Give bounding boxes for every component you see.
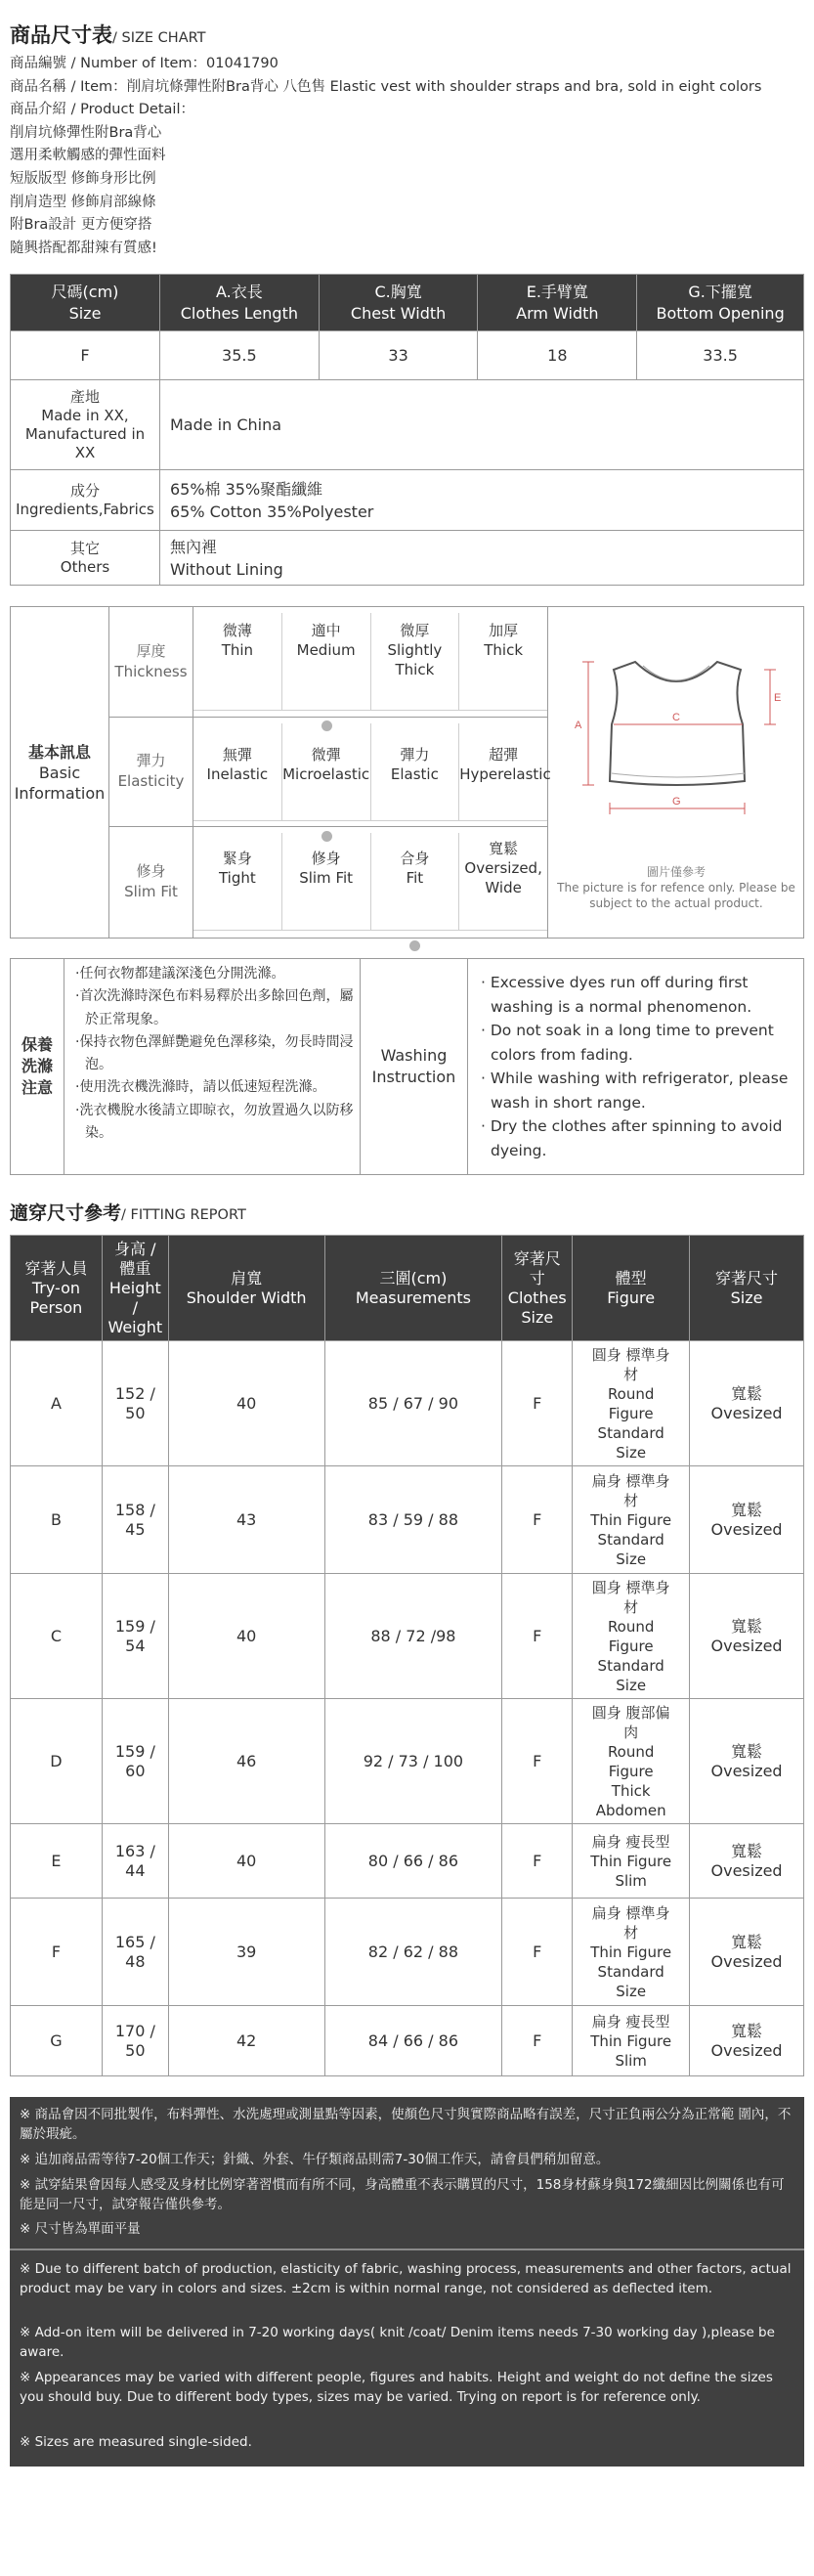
fit-cell: 寬鬆 Ovesized: [690, 2006, 804, 2076]
header-shoulder: 肩寬 Shoulder Width: [168, 1236, 324, 1341]
shoulder-cell: 40: [168, 1341, 324, 1466]
detail-line: 削肩造型 修飾肩部線條: [10, 194, 156, 210]
note-en: ※ Add-on item will be delivered in 7-20 working days( knit /coat/ Denim items needs 7-30 working day ),please be aware.: [20, 2325, 775, 2360]
header-length: A.衣長 Clothes Length: [159, 275, 319, 331]
header-person: 穿著人員 Try-on Person: [11, 1236, 103, 1341]
washing-zh-line: ·任何衣物都建議深淺色分開洗滌。: [75, 966, 285, 982]
clothes-size-cell: F: [502, 1899, 573, 2006]
chest-value: 33: [319, 331, 478, 380]
figure-cell: 扁身 瘦長型 Thin Figure Slim: [573, 1824, 690, 1899]
note-zh: ※ 商品會因不同批製作，布料彈性、水洗處理或測量點等因素，使顏色尺寸與實際商品略有誤差，尺寸正負兩公分為正常範 圍內，不屬於瑕疵。: [20, 2107, 792, 2142]
washing-zh-line: ·使用洗衣機洗滌時，請以低速短程洗滌。: [75, 1079, 326, 1096]
arm-value: 18: [478, 331, 637, 380]
size-value: F: [11, 331, 160, 380]
measurements-cell: 88 / 72 /98: [324, 1574, 502, 1699]
shoulder-cell: 42: [168, 2006, 324, 2076]
detail-line: 選用柔軟觸感的彈性面料: [10, 148, 166, 164]
other-label: 其它 Others: [11, 531, 160, 586]
figure-cell: 扁身 標準身 材 Thin Figure Standard Size: [573, 1899, 690, 2006]
clothes-size-cell: F: [502, 1699, 573, 1824]
fit-cell: 寬鬆 Ovesized: [690, 1574, 804, 1699]
washing-en-text: [469, 959, 804, 1174]
fitting-row: [11, 2006, 804, 2076]
person-cell: G: [11, 2006, 103, 2076]
elasticity-options: [193, 723, 551, 821]
label-e: E: [774, 692, 782, 704]
clothes-size-cell: F: [502, 1824, 573, 1899]
measurements-cell: 82 / 62 / 88: [324, 1899, 502, 2006]
washing-title-zh: 保養 洗滌 注意: [11, 959, 64, 1174]
washing-zh-text: [65, 959, 361, 1174]
fitting-row: [11, 1899, 804, 2006]
size-table: [10, 274, 804, 586]
garment-diagram: [549, 607, 803, 938]
thickness-slightly-thick: 微厚 Slightly Thick: [370, 613, 459, 711]
shoulder-cell: 39: [168, 1899, 324, 2006]
fit-cell: 寬鬆 Ovesized: [690, 1341, 804, 1466]
header-size: 尺碼(cm) Size: [11, 275, 160, 331]
height-weight-cell: 159 / 54: [102, 1574, 168, 1699]
fit-slim: 修身 Slim Fit: [281, 833, 370, 931]
header-figure: 體型 Figure: [573, 1236, 690, 1341]
fit-tight: 緊身 Tight: [193, 833, 281, 931]
other-value: 無內裡 Without Lining: [159, 531, 803, 586]
vest-diagram-icon: [549, 607, 803, 861]
height-weight-cell: 152 / 50: [102, 1341, 168, 1466]
person-cell: C: [11, 1574, 103, 1699]
fit-cell: 寬鬆 Ovesized: [690, 1699, 804, 1824]
label-a: A: [575, 720, 582, 731]
header-clothes-size: 穿著尺 寸 Clothes Size: [502, 1236, 573, 1341]
header-fit-size: 穿著尺寸 Size: [690, 1236, 804, 1341]
person-cell: B: [11, 1466, 103, 1574]
product-detail-label: 商品介紹 / Product Detail：: [10, 102, 194, 118]
item-number: 商品編號 / Number of Item：01041790: [10, 56, 278, 71]
thickness-thin: 微薄 Thin: [193, 613, 281, 711]
header-measurements: 三圍(cm) Measurements: [324, 1236, 502, 1341]
figure-cell: 圓身 腹部偏 肉 Round Figure Thick Abdomen: [573, 1699, 690, 1824]
product-info: [10, 53, 761, 260]
fit-cell: 寬鬆 Ovesized: [690, 1466, 804, 1574]
elasticity-elastic: 彈力 Elastic: [370, 723, 459, 821]
basic-info-panel: [10, 606, 804, 939]
fitting-title: 適穿尺寸參考/ FITTING REPORT: [10, 1202, 246, 1224]
height-weight-cell: 163 / 44: [102, 1824, 168, 1899]
height-weight-cell: 165 / 48: [102, 1899, 168, 2006]
header-bottom: G.下擺寬 Bottom Opening: [637, 275, 804, 331]
elasticity-inelastic: 無彈 Inelastic: [193, 723, 281, 821]
washing-panel: [10, 958, 804, 1175]
measurements-cell: 84 / 66 / 86: [324, 2006, 502, 2076]
attribute-grid: [108, 607, 551, 938]
label-c: C: [672, 712, 680, 723]
detail-line: 削肩坑條彈性附Bra背心: [10, 124, 162, 141]
clothes-size-cell: F: [502, 1466, 573, 1574]
washing-zh-line: ·洗衣機脫水後請立即晾衣，勿放置過久以防移染。: [75, 1102, 354, 1142]
figure-cell: 扁身 瘦長型 Thin Figure Slim: [573, 2006, 690, 2076]
length-value: 35.5: [159, 331, 319, 380]
size-row: [11, 331, 804, 380]
fit-cell: 寬鬆 Ovesized: [690, 1824, 804, 1899]
height-weight-cell: 170 / 50: [102, 2006, 168, 2076]
washing-en-line: · Excessive dyes run off during first washing is a normal phenomenon.: [481, 974, 752, 1016]
fitting-header: [11, 1236, 804, 1341]
height-weight-cell: 159 / 60: [102, 1699, 168, 1824]
person-cell: E: [11, 1824, 103, 1899]
origin-label: 產地 Made in XX, Manufactured in XX: [11, 380, 160, 470]
origin-row: [11, 380, 804, 470]
fabric-label: 成分 Ingredients,Fabrics: [11, 470, 160, 531]
washing-zh-line: ·保持衣物色澤鮮艷避免色澤移染，勿長時間浸泡。: [75, 1033, 354, 1073]
person-cell: D: [11, 1699, 103, 1824]
thickness-options: [193, 613, 547, 711]
note-zh: ※ 試穿結果會因每人感受及身材比例穿著習慣而有所不同，身高體重不表示購買的尺寸，158身材蘇身與172纖細因比例關係也有可能是同一尺寸，試穿報告僅供參考。: [20, 2177, 785, 2212]
note-zh: ※ 尺寸皆為單面平量: [20, 2221, 141, 2237]
fitting-row: [11, 1824, 804, 1899]
notes-panel: [10, 2097, 804, 2467]
thickness-row: [109, 607, 547, 718]
note-zh: ※ 追加商品需等待7-20個工作天；針織、外套、牛仔類商品則需7-30個工作天，請會員們稍加留意。: [20, 2152, 610, 2167]
fitting-table: [10, 1235, 804, 2076]
elasticity-row: [109, 718, 551, 828]
person-cell: F: [11, 1899, 103, 2006]
washing-title-en: Washing Instruction: [361, 959, 468, 1174]
washing-en-line: · Do not soak in a long time to prevent colors from fading.: [481, 1022, 774, 1064]
washing-en-line: · Dry the clothes after spinning to avoid dyeing.: [481, 1117, 783, 1159]
fabric-value: 65%棉 35%聚酯纖維 65% Cotton 35%Polyester: [159, 470, 803, 531]
fabric-row: [11, 470, 804, 531]
shoulder-cell: 46: [168, 1699, 324, 1824]
measurements-cell: 83 / 59 / 88: [324, 1466, 502, 1574]
shoulder-cell: 40: [168, 1574, 324, 1699]
measurements-cell: 80 / 66 / 86: [324, 1824, 502, 1899]
shoulder-cell: 40: [168, 1824, 324, 1899]
note-en: ※ Sizes are measured single-sided.: [20, 2434, 252, 2450]
clothes-size-cell: F: [502, 2006, 573, 2076]
item-name: 商品名稱 / Item：削肩坑條彈性附Bra背心 八色售 Elastic vest with shoulder straps and bra, sold in eight colors: [10, 78, 762, 95]
note-en: ※ Due to different batch of production, elasticity of fabric, washing process, measurements and other factors, actual product may be vary in colors and sizes. ±2cm is within normal range, not considered as deflected item.: [20, 2261, 792, 2296]
header-arm: E.手臂寬 Arm Width: [478, 275, 637, 331]
fit-label: 修身 Slim Fit: [109, 827, 193, 938]
fit-cell: 寬鬆 Ovesized: [690, 1899, 804, 2006]
thickness-thick: 加厚 Thick: [458, 613, 547, 711]
fitting-row: [11, 1466, 804, 1574]
detail-line: 短版版型 修飾身形比例: [10, 170, 156, 187]
elasticity-microelastic: 微彈 Microelastic: [281, 723, 370, 821]
clothes-size-cell: F: [502, 1341, 573, 1466]
measurements-cell: 92 / 73 / 100: [324, 1699, 502, 1824]
fit-oversized: 寬鬆 Oversized, Wide: [458, 833, 547, 931]
fit-fit: 合身 Fit: [370, 833, 459, 931]
header-chest: C.胸寬 Chest Width: [319, 275, 478, 331]
basic-info-title: 基本訊息 Basic Information: [14, 742, 106, 803]
height-weight-cell: 158 / 45: [102, 1466, 168, 1574]
measurements-cell: 85 / 67 / 90: [324, 1341, 502, 1466]
fitting-row: [11, 1574, 804, 1699]
fitting-row: [11, 1699, 804, 1824]
thickness-label: 厚度 Thickness: [109, 607, 193, 717]
fit-row: [109, 827, 547, 938]
label-g: G: [672, 796, 681, 808]
detail-line: 附Bra設計 更方便穿搭: [10, 217, 152, 234]
notes-divider: [10, 2249, 804, 2250]
other-row: [11, 531, 804, 586]
diagram-caption: 圖片僅參考 The picture is for refence only. Please be subject to the actual product.: [557, 865, 795, 910]
figure-cell: 圓身 標準身 材 Round Figure Standard Size: [573, 1341, 690, 1466]
figure-cell: 扁身 標準身 材 Thin Figure Standard Size: [573, 1466, 690, 1574]
shoulder-cell: 43: [168, 1466, 324, 1574]
clothes-size-cell: F: [502, 1574, 573, 1699]
bottom-value: 33.5: [637, 331, 804, 380]
elasticity-label: 彈力 Elasticity: [109, 718, 193, 827]
detail-line: 隨興搭配都甜辣有質感!: [10, 240, 157, 256]
washing-zh-line: ·首次洗滌時深色布料易釋於出多餘回色劑，屬於正常現象。: [75, 988, 354, 1027]
fit-options: [193, 833, 547, 931]
figure-cell: 圓身 標準身 材 Round Figure Standard Size: [573, 1574, 690, 1699]
note-en: ※ Appearances may be varied with different people, figures and habits. Height and weight do not define the sizes you should buy. Due to different body types, sizes may be varied. Trying on report is for reference only.: [20, 2370, 773, 2405]
page-title: 商品尺寸表/ SIZE CHART: [10, 23, 206, 47]
person-cell: A: [11, 1341, 103, 1466]
elasticity-hyperelastic: 超彈 Hyperelastic: [458, 723, 547, 821]
fitting-row: [11, 1341, 804, 1466]
washing-en-line: · While washing with refrigerator, please wash in short range.: [481, 1070, 789, 1112]
header-height-weight: 身高 / 體重 Height / Weight: [102, 1236, 168, 1341]
thickness-medium: 適中 Medium: [281, 613, 370, 711]
selected-dot: [409, 940, 420, 951]
size-table-header: [11, 275, 804, 331]
origin-value: Made in China: [159, 380, 803, 470]
